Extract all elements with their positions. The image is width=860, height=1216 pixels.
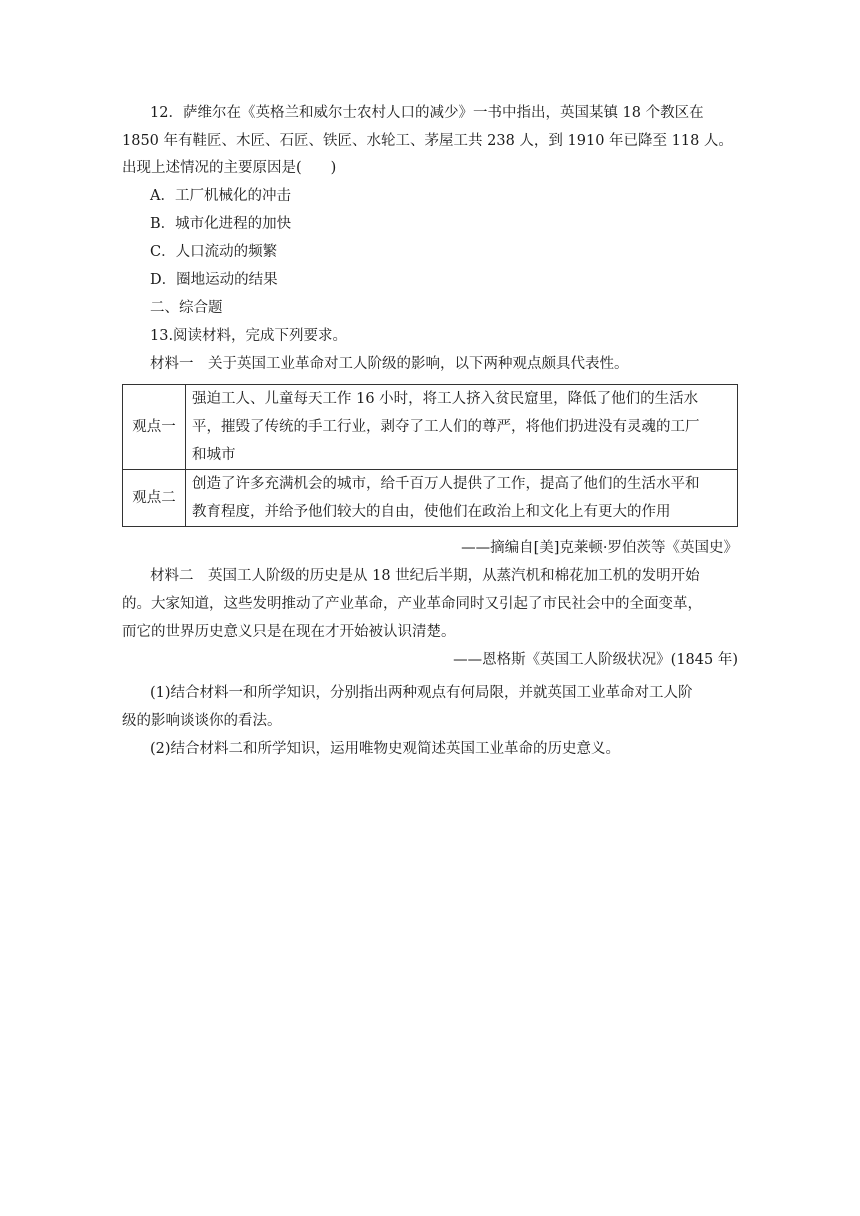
q12-line-1: 12．萨维尔在《英格兰和威尔士农村人口的减少》一书中指出，英国某镇 18 个教区在	[150, 105, 704, 121]
table-row	[123, 385, 738, 470]
section-heading: 二、综合题	[150, 300, 223, 316]
material2-line-3: 而它的世界历史意义只是在现在才开始被认识清楚。	[122, 624, 456, 640]
task2-line: (2)结合材料二和所学知识，运用唯物史观简述英国工业革命的历史意义。	[150, 741, 621, 757]
viewpoint-text-line: 强迫工人、儿童每天工作 16 小时，将工人挤入贫民窟里，降低了他们的生活水	[192, 391, 699, 407]
task1-line-2: 级的影响谈谈你的看法。	[122, 713, 282, 729]
q12-option-c: C．人口流动的频繁	[150, 244, 278, 260]
viewpoint-text-line: 教育程度，并给予他们较大的自由，使他们在政治上和文化上有更大的作用	[192, 504, 671, 520]
viewpoint-text	[186, 385, 738, 470]
q12-line-2: 1850 年有鞋匠、木匠、石匠、铁匠、水轮工、茅屋工共 238 人，到 1910 年已降至 118 人。	[122, 133, 733, 149]
material2-line-1: 材料二 英国工人阶级的历史是从 18 世纪后半期，从蒸汽机和棉花加工机的发明开始	[150, 568, 700, 584]
viewpoint-text	[186, 470, 738, 527]
q12-option-a: A．工厂机械化的冲击	[150, 188, 291, 204]
viewpoint-label: 观点二	[123, 470, 186, 527]
q12-option-b: B．城市化进程的加快	[150, 216, 292, 232]
task1-line-1: (1)结合材料一和所学知识，分别指出两种观点有何局限，并就英国工业革命对工人阶	[150, 685, 693, 701]
viewpoint-text-line: 创造了许多充满机会的城市，给千百万人提供了工作，提高了他们的生活水平和	[192, 476, 700, 492]
table-row	[123, 470, 738, 527]
viewpoint-text-line: 和城市	[192, 447, 236, 463]
viewpoint-text-line: 平，摧毁了传统的手工行业，剥夺了工人们的尊严，将他们扔进没有灵魂的工厂	[192, 419, 700, 435]
viewpoint-label: 观点一	[123, 385, 186, 470]
source-citation-1: ——摘编自[美]克莱顿·罗伯茨等《英国史》	[461, 540, 738, 556]
q12-line-3: 出现上述情况的主要原因是( )	[122, 160, 337, 176]
material1-intro: 材料一 关于英国工业革命对工人阶级的影响，以下两种观点颇具代表性。	[150, 356, 629, 372]
material2-line-2: 的。大家知道，这些发明推动了产业革命，产业革命同时又引起了市民社会中的全面变革，	[122, 596, 702, 612]
source-citation-2: ——恩格斯《英国工人阶级状况》(1845 年)	[453, 652, 738, 668]
viewpoints-table	[122, 384, 738, 527]
q12-option-d: D．圈地运动的结果	[150, 272, 278, 288]
q13-intro: 13.阅读材料，完成下列要求。	[150, 328, 348, 344]
